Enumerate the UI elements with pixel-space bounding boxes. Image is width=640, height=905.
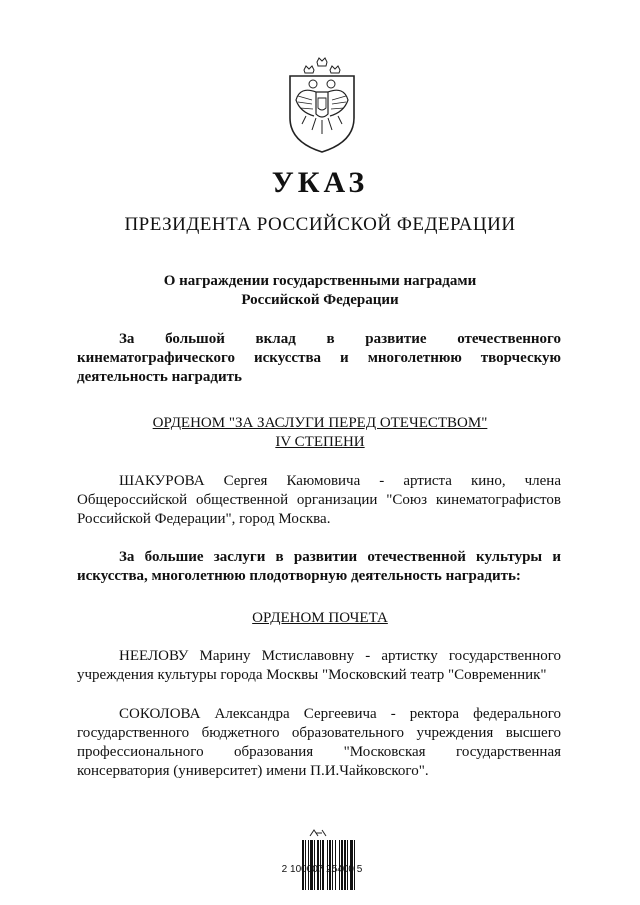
barcode-number: 2 100007 25400 5 (281, 864, 363, 875)
coat-of-arms-icon (286, 56, 358, 154)
heading-line-2: Российской Федерации (241, 292, 399, 308)
section2-intro: За большие заслуги в развитии отечественной культуры и искусства, многолетнюю плодотворную деятельность наградить: (77, 549, 561, 584)
printer-logo-icon (308, 828, 328, 838)
recipient-shakurov: ШАКУРОВА Сергея Каюмовича - артиста кино, члена Общероссийской общественной организации "Союз кинематографистов Российской Федерации", город Москва. (77, 473, 561, 527)
award-title-1-line-2: IV СТЕПЕНИ (275, 434, 365, 450)
award-title-1-line-1: ОРДЕНОМ "ЗА ЗАСЛУГИ ПЕРЕД ОТЕЧЕСТВОМ" (152, 415, 488, 431)
recipient-neelova: НЕЕЛОВУ Марину Мстиславовну - артистку государственного учреждения культуры города Москвы "Московский театр "Современник" (77, 648, 561, 683)
section1-intro: За большой вклад в развитие отечественного кинематографического искусства и многолетнюю творческую деятельность наградить (77, 331, 561, 385)
heading-line-1: О награждении государственными наградами (163, 273, 477, 289)
award-title-1 (0, 414, 640, 452)
decree-heading (0, 272, 640, 310)
award-title-2: ОРДЕНОМ ПОЧЕТА (252, 610, 388, 626)
document-subtitle: ПРЕЗИДЕНТА РОССИЙСКОЙ ФЕДЕРАЦИИ (124, 214, 516, 235)
recipient-sokolov: СОКОЛОВА Александра Сергеевича - ректора федерального государственного бюджетного образовательного учреждения высшего профессионального образования "Московская государственная консерватория (университет) имени П.И.Чайковского". (77, 706, 561, 779)
document-title: УКАЗ (271, 166, 369, 199)
